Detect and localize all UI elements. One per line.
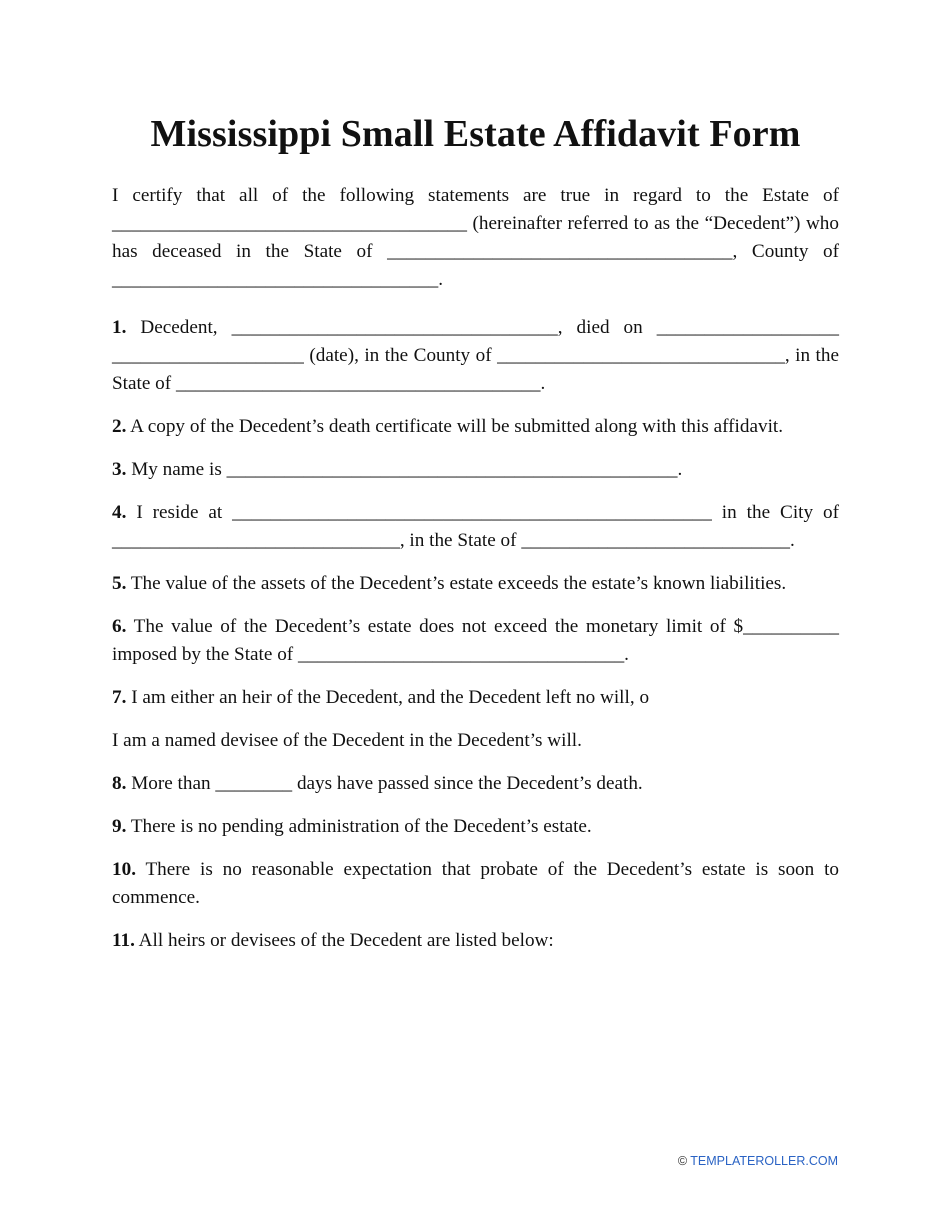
item-4-text-1: I reside at: [126, 502, 233, 523]
item-number: 10.: [112, 859, 136, 880]
item-8-text-2: days have passed since the Decedent’s death.: [292, 773, 643, 794]
item-5-text: The value of the assets of the Decedent’s estate exceeds the estate’s known liabilities.: [126, 573, 787, 594]
item-3: [112, 456, 839, 484]
item-4: [112, 499, 839, 555]
item-number: 4.: [112, 502, 127, 523]
item-7-option: [112, 727, 839, 755]
death-state-blank: ______________________________________: [175, 373, 541, 394]
item-3-text-1: My name is: [126, 459, 227, 480]
item-number: 8.: [112, 773, 127, 794]
item-11: [112, 927, 839, 955]
death-date-blank: ___________________ ____________________: [112, 317, 839, 366]
item-3-text-2: .: [677, 459, 683, 480]
estate-name-blank: _____________________________________: [112, 213, 467, 234]
item-10-text: There is no reasonable expectation that probate of the Decedent’s estate is soon to commence.: [112, 859, 839, 908]
item-number: 3.: [112, 459, 127, 480]
item-6-text-2: imposed by the State of: [112, 644, 298, 665]
item-1-text-3: (date), in the County of: [303, 345, 498, 366]
item-1-text-1: Decedent,: [126, 317, 232, 338]
footer-credit: [678, 1154, 838, 1168]
document-page: [112, 112, 839, 970]
decedent-state-blank: ____________________________________: [387, 241, 733, 262]
item-10: [112, 856, 839, 912]
item-6: [112, 613, 839, 669]
item-1: [112, 314, 839, 398]
item-7-option-text: I am a named devisee of the Decedent in the Decedent’s will.: [112, 730, 582, 751]
intro-text-2: (hereinafter referred to as the “Decedent”) who has deceased in the State of: [112, 213, 839, 262]
affiant-name-blank: _______________________________________________: [226, 459, 678, 480]
page-title: Mississippi Small Estate Affidavit Form: [150, 113, 801, 155]
residence-city-blank: ______________________________: [112, 530, 400, 551]
item-number: 11.: [112, 930, 135, 951]
item-7: [112, 684, 839, 712]
templateroller-link[interactable]: TEMPLATEROLLER.COM: [690, 1154, 838, 1168]
residence-state-blank: ____________________________: [521, 530, 790, 551]
item-4-text-3: , in the State of: [399, 530, 522, 551]
item-1-text-2: , died on: [557, 317, 657, 338]
item-1-text-5: .: [540, 373, 546, 394]
intro-paragraph: [112, 182, 839, 294]
item-6-text-3: .: [624, 644, 629, 665]
item-1-text-4: , in the State of: [112, 345, 839, 394]
death-county-blank: ______________________________: [497, 345, 785, 366]
decedent-name-blank: __________________________________: [231, 317, 558, 338]
intro-text-4: .: [438, 269, 443, 290]
item-number: 9.: [112, 816, 127, 837]
limit-state-blank: __________________________________: [297, 644, 625, 665]
monetary-limit-blank: __________: [743, 616, 839, 637]
intro-text-3: , County of: [732, 241, 839, 262]
item-number: 7.: [112, 687, 127, 708]
item-7-text: I am either an heir of the Decedent, and the Decedent left no will, o: [126, 687, 650, 708]
intro-text-1: I certify that all of the following statements are true in regard to the Estate of: [112, 185, 839, 206]
item-5: [112, 570, 839, 598]
item-number: 1.: [112, 317, 127, 338]
item-4-text-2: in the City of: [711, 502, 839, 523]
item-number: 2.: [112, 416, 127, 437]
item-6-text-1: The value of the Decedent’s estate does not exceed the monetary limit of $: [126, 616, 744, 637]
item-8: [112, 770, 839, 798]
item-11-text: All heirs or devisees of the Decedent are listed below:: [134, 930, 554, 951]
copyright-symbol: ©: [677, 1154, 691, 1168]
days-passed-blank: ________: [215, 773, 293, 794]
item-8-text-1: More than: [126, 773, 216, 794]
decedent-county-blank: __________________________________: [112, 269, 439, 290]
item-number: 6.: [112, 616, 127, 637]
item-number: 5.: [112, 573, 127, 594]
residence-address-blank: __________________________________________________: [232, 502, 712, 523]
item-2: [112, 413, 839, 441]
item-4-text-4: .: [789, 530, 795, 551]
item-9: [112, 813, 839, 841]
item-9-text: There is no pending administration of the Decedent’s estate.: [126, 816, 592, 837]
item-2-text: A copy of the Decedent’s death certificate will be submitted along with this affidavit.: [126, 416, 784, 437]
